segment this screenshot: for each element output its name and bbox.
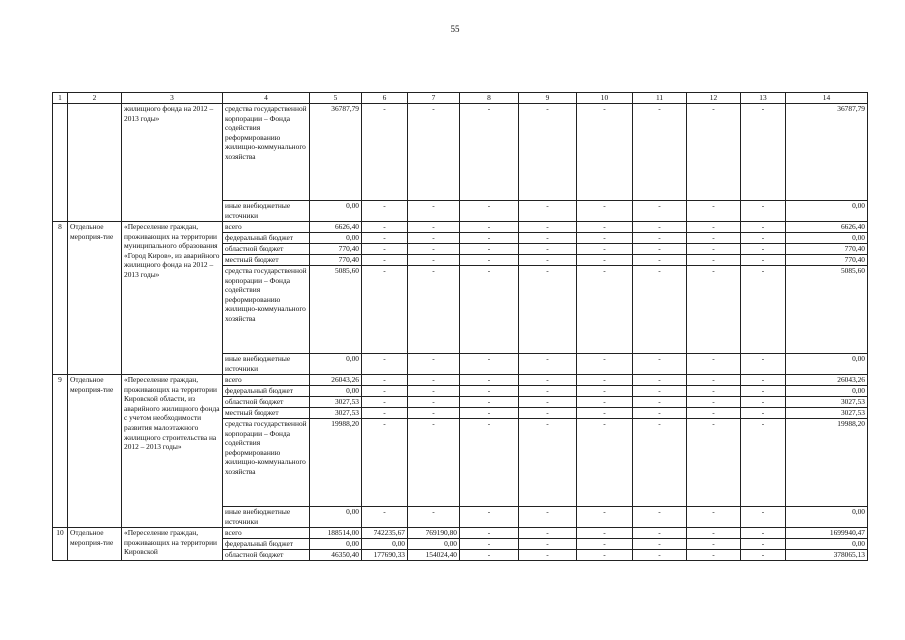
value-cell: - xyxy=(408,266,460,354)
funding-source: средства государственной корпорации – Фонда содействия реформированию жилищно-коммунального хозяйства xyxy=(223,419,310,507)
col-header: 2 xyxy=(68,93,122,104)
value-cell: 742235,67 xyxy=(362,528,408,539)
value-cell: - xyxy=(408,397,460,408)
col-header: 13 xyxy=(741,93,786,104)
col-header: 4 xyxy=(223,93,310,104)
col-header: 1 xyxy=(53,93,68,104)
cell xyxy=(53,104,68,222)
value-cell: - xyxy=(741,528,786,539)
value-cell: - xyxy=(519,266,577,354)
value-cell: - xyxy=(577,550,633,561)
value-cell: - xyxy=(408,507,460,528)
funding-source: средства государственной корпорации – Фонда содействия реформированию жилищно-коммунального хозяйства xyxy=(223,266,310,354)
value-cell: - xyxy=(741,550,786,561)
value-cell: - xyxy=(687,104,741,201)
value-cell: 0,00 xyxy=(786,386,868,397)
row-number: 9 xyxy=(53,375,68,528)
value-cell: 769190,80 xyxy=(408,528,460,539)
funding-source: местный бюджет xyxy=(223,408,310,419)
value-cell: - xyxy=(408,255,460,266)
value-cell: - xyxy=(362,266,408,354)
value-cell: - xyxy=(519,408,577,419)
funding-source: иные внебюджетные источники xyxy=(223,201,310,222)
value-cell: 0,00 xyxy=(310,386,362,397)
col-header: 8 xyxy=(460,93,519,104)
value-cell: - xyxy=(633,397,687,408)
value-cell: - xyxy=(362,397,408,408)
row-number: 10 xyxy=(53,528,68,561)
value-cell: - xyxy=(577,266,633,354)
value-cell: - xyxy=(633,104,687,201)
value-cell: 0,00 xyxy=(310,539,362,550)
value-cell: - xyxy=(519,550,577,561)
value-cell: - xyxy=(741,386,786,397)
value-cell: - xyxy=(687,419,741,507)
value-cell: - xyxy=(633,222,687,233)
value-cell: 0,00 xyxy=(786,507,868,528)
event-type: Отдельное мероприя-тие xyxy=(68,375,122,528)
event-name: «Переселение граждан, проживающих на территории Кировской области, из аварийного жилищного фонда с учетом необходимости развития малоэтажного жилищного строительства на 2012 – 2013 годы» xyxy=(122,375,223,528)
value-cell: - xyxy=(408,201,460,222)
table-row xyxy=(53,104,868,201)
event-type: Отдельное мероприя-тие xyxy=(68,222,122,375)
value-cell: 36787,79 xyxy=(310,104,362,201)
budget-table xyxy=(52,92,868,561)
value-cell: - xyxy=(741,354,786,375)
value-cell: - xyxy=(633,419,687,507)
value-cell: - xyxy=(687,408,741,419)
value-cell: - xyxy=(687,244,741,255)
header-row xyxy=(53,93,868,104)
funding-source: иные внебюджетные источники xyxy=(223,507,310,528)
value-cell: 0,00 xyxy=(362,539,408,550)
value-cell: - xyxy=(633,266,687,354)
value-cell: - xyxy=(741,397,786,408)
col-header: 14 xyxy=(786,93,868,104)
value-cell: 770,40 xyxy=(310,244,362,255)
value-cell: - xyxy=(741,222,786,233)
value-cell: - xyxy=(577,222,633,233)
col-header: 5 xyxy=(310,93,362,104)
value-cell: - xyxy=(741,266,786,354)
value-cell: - xyxy=(408,419,460,507)
value-cell: - xyxy=(362,354,408,375)
value-cell: - xyxy=(633,550,687,561)
value-cell: - xyxy=(460,375,519,386)
event-name: жилищного фонда на 2012 – 2013 годы» xyxy=(122,104,223,222)
value-cell: 46350,40 xyxy=(310,550,362,561)
funding-source: федеральный бюджет xyxy=(223,539,310,550)
value-cell: - xyxy=(577,244,633,255)
funding-source: федеральный бюджет xyxy=(223,386,310,397)
value-cell: - xyxy=(633,201,687,222)
value-cell: - xyxy=(633,244,687,255)
row-number: 8 xyxy=(53,222,68,375)
value-cell: - xyxy=(519,539,577,550)
value-cell: - xyxy=(362,233,408,244)
value-cell: - xyxy=(577,419,633,507)
col-header: 9 xyxy=(519,93,577,104)
value-cell: - xyxy=(687,386,741,397)
value-cell: 36787,79 xyxy=(786,104,868,201)
cell xyxy=(68,104,122,222)
value-cell: 177690,33 xyxy=(362,550,408,561)
value-cell: 3027,53 xyxy=(786,408,868,419)
value-cell: 5085,60 xyxy=(786,266,868,354)
value-cell: - xyxy=(687,255,741,266)
value-cell: - xyxy=(408,354,460,375)
col-header: 7 xyxy=(408,93,460,104)
funding-source: областной бюджет xyxy=(223,244,310,255)
funding-source: местный бюджет xyxy=(223,255,310,266)
value-cell: - xyxy=(460,266,519,354)
value-cell: - xyxy=(741,104,786,201)
value-cell: 26043,26 xyxy=(310,375,362,386)
value-cell: - xyxy=(519,222,577,233)
value-cell: 3027,53 xyxy=(786,397,868,408)
value-cell: - xyxy=(577,386,633,397)
value-cell: 0,00 xyxy=(786,354,868,375)
page-number: 55 xyxy=(450,24,460,34)
value-cell: - xyxy=(460,244,519,255)
value-cell: - xyxy=(687,201,741,222)
value-cell: - xyxy=(362,408,408,419)
value-cell: 26043,26 xyxy=(786,375,868,386)
value-cell: - xyxy=(460,233,519,244)
value-cell: - xyxy=(408,233,460,244)
value-cell: - xyxy=(362,507,408,528)
value-cell: - xyxy=(577,528,633,539)
value-cell: - xyxy=(519,201,577,222)
value-cell: - xyxy=(460,419,519,507)
value-cell: 6626,40 xyxy=(310,222,362,233)
value-cell: - xyxy=(408,375,460,386)
funding-source: областной бюджет xyxy=(223,397,310,408)
value-cell: - xyxy=(362,419,408,507)
value-cell: - xyxy=(460,104,519,201)
funding-source: федеральный бюджет xyxy=(223,233,310,244)
value-cell: - xyxy=(687,550,741,561)
value-cell: - xyxy=(687,528,741,539)
funding-source: всего xyxy=(223,528,310,539)
value-cell: - xyxy=(519,244,577,255)
funding-source: областной бюджет xyxy=(223,550,310,561)
value-cell: 0,00 xyxy=(310,233,362,244)
col-header: 11 xyxy=(633,93,687,104)
value-cell: - xyxy=(362,222,408,233)
value-cell: - xyxy=(577,233,633,244)
value-cell: 0,00 xyxy=(310,201,362,222)
col-header: 3 xyxy=(122,93,223,104)
value-cell: 0,00 xyxy=(310,354,362,375)
value-cell: 5085,60 xyxy=(310,266,362,354)
value-cell: - xyxy=(519,375,577,386)
value-cell: - xyxy=(362,244,408,255)
event-type: Отдельное мероприя-тие xyxy=(68,528,122,561)
value-cell: - xyxy=(687,397,741,408)
value-cell: - xyxy=(741,244,786,255)
value-cell: - xyxy=(408,222,460,233)
value-cell: 3027,53 xyxy=(310,397,362,408)
value-cell: 0,00 xyxy=(408,539,460,550)
value-cell: - xyxy=(408,104,460,201)
value-cell: - xyxy=(362,104,408,201)
value-cell: - xyxy=(577,397,633,408)
value-cell: - xyxy=(362,255,408,266)
value-cell: - xyxy=(577,375,633,386)
value-cell: - xyxy=(687,507,741,528)
funding-source: средства государственной корпорации – Фонда содействия реформированию жилищно-коммунального хозяйства xyxy=(223,104,310,201)
value-cell: - xyxy=(741,201,786,222)
value-cell: - xyxy=(519,354,577,375)
value-cell: - xyxy=(741,255,786,266)
value-cell: - xyxy=(519,528,577,539)
value-cell: - xyxy=(460,255,519,266)
value-cell: - xyxy=(633,354,687,375)
value-cell: 19988,20 xyxy=(786,419,868,507)
value-cell: - xyxy=(408,386,460,397)
value-cell: - xyxy=(687,233,741,244)
value-cell: - xyxy=(687,222,741,233)
value-cell: - xyxy=(633,507,687,528)
value-cell: - xyxy=(519,104,577,201)
value-cell: - xyxy=(460,201,519,222)
value-cell: - xyxy=(741,419,786,507)
value-cell: 770,40 xyxy=(786,255,868,266)
value-cell: 1699940,47 xyxy=(786,528,868,539)
value-cell: - xyxy=(408,244,460,255)
value-cell: 0,00 xyxy=(786,233,868,244)
value-cell: - xyxy=(519,397,577,408)
value-cell: 0,00 xyxy=(786,539,868,550)
value-cell: - xyxy=(362,201,408,222)
funding-source: всего xyxy=(223,222,310,233)
value-cell: - xyxy=(633,386,687,397)
value-cell: - xyxy=(519,233,577,244)
value-cell: - xyxy=(687,354,741,375)
value-cell: - xyxy=(362,375,408,386)
value-cell: - xyxy=(633,233,687,244)
funding-source: иные внебюджетные источники xyxy=(223,354,310,375)
col-header: 12 xyxy=(687,93,741,104)
value-cell: - xyxy=(687,266,741,354)
value-cell: - xyxy=(577,201,633,222)
value-cell: - xyxy=(519,386,577,397)
value-cell: - xyxy=(577,507,633,528)
value-cell: - xyxy=(408,408,460,419)
value-cell: - xyxy=(633,375,687,386)
value-cell: 154024,40 xyxy=(408,550,460,561)
value-cell: - xyxy=(741,507,786,528)
value-cell: - xyxy=(633,255,687,266)
event-name: «Переселение граждан, проживающих на территории Кировской xyxy=(122,528,223,561)
value-cell: 0,00 xyxy=(786,201,868,222)
col-header: 6 xyxy=(362,93,408,104)
value-cell: - xyxy=(460,507,519,528)
value-cell: 6626,40 xyxy=(786,222,868,233)
value-cell: - xyxy=(460,408,519,419)
funding-source: всего xyxy=(223,375,310,386)
value-cell: - xyxy=(577,104,633,201)
value-cell: - xyxy=(577,255,633,266)
value-cell: 770,40 xyxy=(310,255,362,266)
value-cell: 19988,20 xyxy=(310,419,362,507)
value-cell: 3027,53 xyxy=(310,408,362,419)
value-cell: - xyxy=(519,507,577,528)
value-cell: - xyxy=(460,222,519,233)
value-cell: - xyxy=(519,255,577,266)
value-cell: 770,40 xyxy=(786,244,868,255)
value-cell: - xyxy=(577,408,633,419)
table-row xyxy=(53,375,868,386)
col-header: 10 xyxy=(577,93,633,104)
value-cell: - xyxy=(741,375,786,386)
value-cell: - xyxy=(741,539,786,550)
value-cell: - xyxy=(741,408,786,419)
value-cell: - xyxy=(633,408,687,419)
value-cell: - xyxy=(460,386,519,397)
value-cell: - xyxy=(687,375,741,386)
value-cell: - xyxy=(460,397,519,408)
value-cell: - xyxy=(460,354,519,375)
value-cell: - xyxy=(460,539,519,550)
value-cell: 378065,13 xyxy=(786,550,868,561)
value-cell: - xyxy=(519,419,577,507)
value-cell: 0,00 xyxy=(310,507,362,528)
value-cell: - xyxy=(460,528,519,539)
value-cell: - xyxy=(577,354,633,375)
value-cell: - xyxy=(633,539,687,550)
value-cell: - xyxy=(633,528,687,539)
table-row xyxy=(53,528,868,539)
value-cell: - xyxy=(362,386,408,397)
value-cell: - xyxy=(741,233,786,244)
event-name: «Переселение граждан, проживающих на территории муниципального образования «Город Киров», из аварийного жилищного фонда на 2012 – 2013 годы» xyxy=(122,222,223,375)
table-row xyxy=(53,222,868,233)
value-cell: - xyxy=(687,539,741,550)
value-cell: 188514,00 xyxy=(310,528,362,539)
value-cell: - xyxy=(577,539,633,550)
value-cell: - xyxy=(460,550,519,561)
